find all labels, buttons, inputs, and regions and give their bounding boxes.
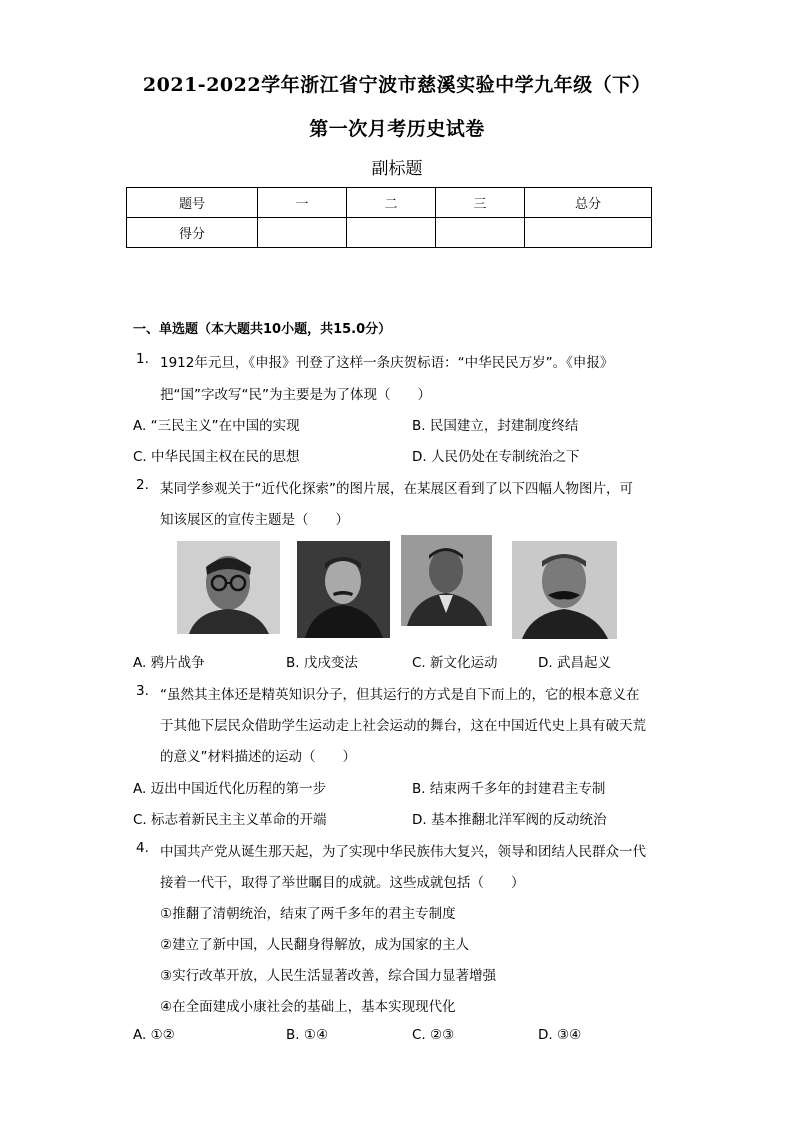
option-d: D. 武昌起义: [538, 655, 611, 671]
score-cell-part2: [347, 218, 436, 248]
score-header-label: 题号: [127, 188, 258, 218]
portrait-photo-3: [401, 535, 492, 626]
score-header-part2: 二: [347, 188, 436, 218]
option-a: A. “三民主义”在中国的实现: [133, 418, 300, 434]
question-text-line: 1912年元旦，《申报》刊登了这样一条庆贺标语：“中华民民万岁”。《申报》: [160, 355, 614, 371]
option-b: B. 戊戌变法: [286, 655, 358, 671]
score-cell-part1: [258, 218, 347, 248]
score-row-label: 得分: [127, 218, 258, 248]
portrait-photo-1: [177, 541, 280, 634]
exam-title-line2: 第一次月考历史试卷: [309, 118, 485, 140]
option-a: A. ①②: [133, 1027, 175, 1043]
portrait-photo-4: [512, 541, 617, 639]
score-table-score-row: [127, 218, 652, 248]
question-number: 3.: [136, 683, 149, 699]
score-cell-part3: [436, 218, 525, 248]
option-a: A. 鸦片战争: [133, 655, 205, 671]
portrait-photo-2: [297, 541, 390, 638]
option-d: D. 人民仍处在专制统治之下: [412, 449, 580, 465]
section-heading: 一、单选题（本大题共10小题，共15.0分）: [133, 322, 392, 337]
option-a: A. 迈出中国近代化历程的第一步: [133, 781, 327, 797]
score-table: [126, 187, 652, 248]
question-text-line: 于其他下层民众借助学生运动走上社会运动的舞台，这在中国近代史上具有破天荒: [160, 718, 646, 734]
score-header-part3: 三: [436, 188, 525, 218]
option-b: B. 民国建立，封建制度终结: [412, 418, 579, 434]
statement-item: ①推翻了清朝统治，结束了两千多年的君主专制度: [160, 906, 456, 922]
question-text-line: 接着一代干，取得了举世瞩目的成就。这些成就包括（ ）: [160, 875, 525, 891]
question-text-line: 某同学参观关于“近代化探索”的图片展，在某展区看到了以下四幅人物图片，可: [160, 481, 633, 497]
exam-title-line1: 2021-2022学年浙江省宁波市慈溪实验中学九年级（下）: [142, 74, 652, 96]
question-text-line: 中国共产党从诞生那天起，为了实现中华民族伟大复兴，领导和团结人民群众一代: [160, 844, 646, 860]
question-number: 1.: [136, 351, 149, 367]
score-header-part1: 一: [258, 188, 347, 218]
option-d: D. 基本推翻北洋军阀的反动统治: [412, 812, 607, 828]
score-table-header-row: [127, 188, 652, 218]
exam-subtitle: 副标题: [371, 159, 423, 179]
option-c: C. ②③: [412, 1027, 455, 1043]
statement-item: ②建立了新中国，人民翻身得解放，成为国家的主人: [160, 937, 470, 953]
question-text-line: 的意义”材料描述的运动（ ）: [160, 749, 356, 765]
question-text-line: 知该展区的宣传主题是（ ）: [160, 512, 349, 528]
question-number: 4.: [136, 840, 149, 856]
question-number: 2.: [136, 477, 149, 493]
score-cell-total: [525, 218, 652, 248]
statement-item: ③实行改革开放，人民生活显著改善，综合国力显著增强: [160, 968, 497, 984]
question-text-line: 把“国”字改写“民”为主要是为了体现（ ）: [160, 387, 431, 403]
statement-item: ④在全面建成小康社会的基础上，基本实现现代化: [160, 999, 456, 1015]
option-b: B. 结束两千多年的封建君主专制: [412, 781, 606, 797]
option-d: D. ③④: [538, 1027, 582, 1043]
option-b: B. ①④: [286, 1027, 329, 1043]
score-header-total: 总分: [525, 188, 652, 218]
option-c: C. 中华民国主权在民的思想: [133, 449, 300, 465]
option-c: C. 标志着新民主主义革命的开端: [133, 812, 327, 828]
question-text-line: “虽然其主体还是精英知识分子，但其运行的方式是自下而上的，它的根本意义在: [160, 687, 640, 703]
option-c: C. 新文化运动: [412, 655, 498, 671]
